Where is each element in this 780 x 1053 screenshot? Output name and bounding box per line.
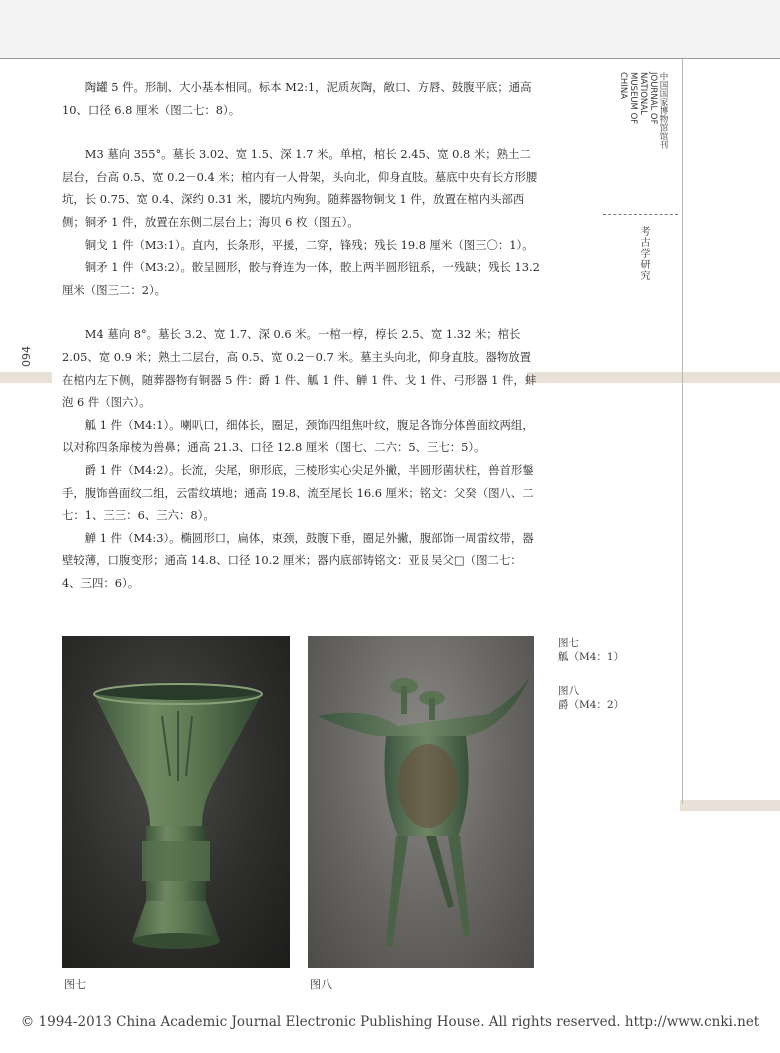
copyright-footer: © 1994-2013 China Academic Journal Electronic Publishing House. All rights reserved. http://www.cnki.net [20, 1014, 760, 1030]
figure-legend-title: 图八 [558, 685, 579, 697]
paragraph: 觯 1 件（M4:3）。椭圆形口，扁体，束颈，鼓腹下垂，圈足外撇，腹部饰一周雷纹带，器壁较薄，口腹变形；通高 14.8、口径 10.2 厘米；器内底部铸铭文：亚𠬝吴父□（图二七：4、三四：6）。 [62, 530, 534, 590]
journal-en-line: CHINA [618, 72, 628, 100]
paragraph: 陶罐 5 件。形制、大小基本相同。标本 M2:1，泥质灰陶，敞口、方唇、鼓腹平底；通高 10、口径 6.8 厘米（图二七：8）。 [62, 80, 532, 117]
figure-legend [558, 636, 624, 664]
margin-divider [682, 59, 683, 804]
journal-title [618, 72, 668, 149]
dashed-separator [603, 214, 678, 215]
paragraph: 爵 1 件（M4:2）。长流，尖尾，卵形底，三棱形实心尖足外撇，半圆形菌状柱，兽首形鋬手，腹饰兽面纹二组，云雷纹填地；通高 19.8、流至尾长 16.6 厘米；铭文：父癸（图八、二七：1、三三：6、三六：8）。 [62, 462, 534, 523]
right-color-bar-lower [680, 800, 780, 811]
journal-en-line: NATIONAL [638, 72, 648, 115]
figure-legend-desc: 爵（M4：2） [558, 699, 625, 711]
paragraph: 铜矛 1 件（M3:2）。骹呈圆形，骹与脊连为一体，骹上两半圆形钮系，一残缺；残长 13.2 厘米（图三二：2）。 [62, 260, 540, 297]
figure-caption: 图七 [64, 978, 86, 991]
top-band [0, 0, 780, 59]
journal-en-line: MUSEUM OF [628, 72, 638, 125]
paragraph: 铜戈 1 件（M3:1）。直内，长条形，平援，二穿，锋残；残长 19.8 厘米（图三〇：1）。 [84, 237, 534, 252]
paragraph: M3 墓向 355°。墓长 3.02、宽 1.5、深 1.7 米。单棺，棺长 2.45、宽 0.8 米；熟土二层台，台高 0.5、宽 0.2－0.4 米；棺内有一人骨架，头向北，仰身直肢。墓底中央有长方形腰坑，长 0.75、宽 0.4、深约 0.31 米，腰坑内殉狗。随葬器物铜戈 1 件，放置在棺内头部西侧；铜矛 1 件，放置在东侧二层台上；海贝 6 枚（图五）。 [62, 147, 538, 229]
photo-jue-vessel [308, 636, 534, 968]
section-label: 考古学研究 [638, 226, 649, 281]
figure-legend-desc: 觚（M4：1） [558, 651, 625, 663]
article-body [62, 76, 540, 594]
journal-cn-name: 中国国家博物馆馆刊 [658, 72, 668, 149]
figure-caption: 图八 [310, 978, 332, 991]
paragraph: M4 墓向 8°。墓长 3.2、宽 1.7、深 0.6 米。一棺一椁，椁长 2.5、宽 1.32 米；棺长 2.05、宽 0.9 米；熟土二层台，高 0.5、宽 0.2－0.7 米。墓主头向北，仰身直肢。器物放置在棺内左下侧，随葬器物有铜器 5 件：爵 1 件、觚 1 件、觯 1 件、戈 1 件、弓形器 1 件，蚌泡 6 件（图六）。 [62, 327, 537, 410]
figure-legend [558, 684, 624, 712]
left-color-bar [0, 372, 52, 383]
paragraph: 觚 1 件（M4:1）。喇叭口，细体长，圈足，颈饰四组焦叶纹，腹足各饰分体兽面纹两组，以对称四条扉棱为兽鼻；通高 21.3、口径 12.8 厘米（图七、二六：5、三七：5）。 [62, 417, 534, 455]
journal-en-line: JOURNAL OF [648, 72, 658, 125]
figure-legend-title: 图七 [558, 637, 579, 649]
right-color-bar [527, 372, 780, 383]
photo-gu-vessel [62, 636, 290, 968]
page-number: 094 [20, 346, 33, 367]
